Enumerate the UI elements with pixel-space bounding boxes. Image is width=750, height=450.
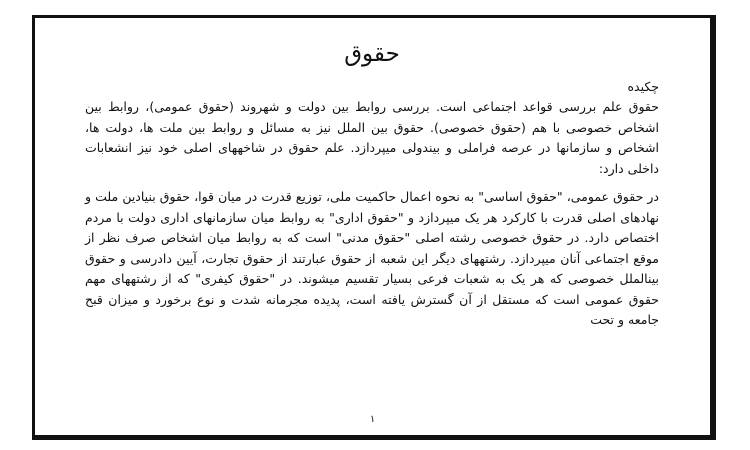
paragraph-2: در حقوق عمومی، "حقوق اساسی" به نحوه اعمال حاکمیت ملی، توزیع قدرت در میان قوا، حقوق بنیادین ملت و نهادهای اصلی قدرت با کارکرد هر یک میپردازد و "حقوق اداری" به روابط میان سازمانهای اداری دولت با مردم اختصاص دارد. در حقوق خصوصی رشته اصلی "حقوق مدنی" است که به روابط میان اشخاص صرف نظر از موقع اجتماعی آنان میپردازد. رشتههای دیگر این شعبه از حقوق عبارتند از حقوق تجارت، آیین دادرسی و حقوق بینالملل خصوصی که هر یک به شعبات فرعی بسیار تقسیم میشوند. در "حقوق کیفری" که از رشتههای مهم حقوق عمومی است که مستقل از آن گسترش یافته است، پدیده مجرمانه شدت و نوع برخورد و میزان قبح جامعه و تحت	[85, 189, 659, 327]
page-number: ۱	[369, 414, 376, 425]
paragraph-1: حقوق علم بررسی قواعد اجتماعی است. بررسی روابط بین دولت و شهروند (حقوق عمومی)، روابط بین اشخاص خصوصی با هم (حقوق خصوصی). حقوق بین الملل نیز به مسائل و روابط بین ملت ها، دولت ها، اشخاص و سازمانها در عرصه فراملی و بیندولی میپردازد. علم حقوق در شاخههای اصلی خود نیز انشعابات داخلی دارد:	[85, 99, 659, 176]
document-title: حقوق	[344, 41, 400, 67]
document-page	[32, 15, 716, 440]
abstract-label: چکیده	[627, 79, 659, 94]
page-content	[85, 18, 659, 331]
